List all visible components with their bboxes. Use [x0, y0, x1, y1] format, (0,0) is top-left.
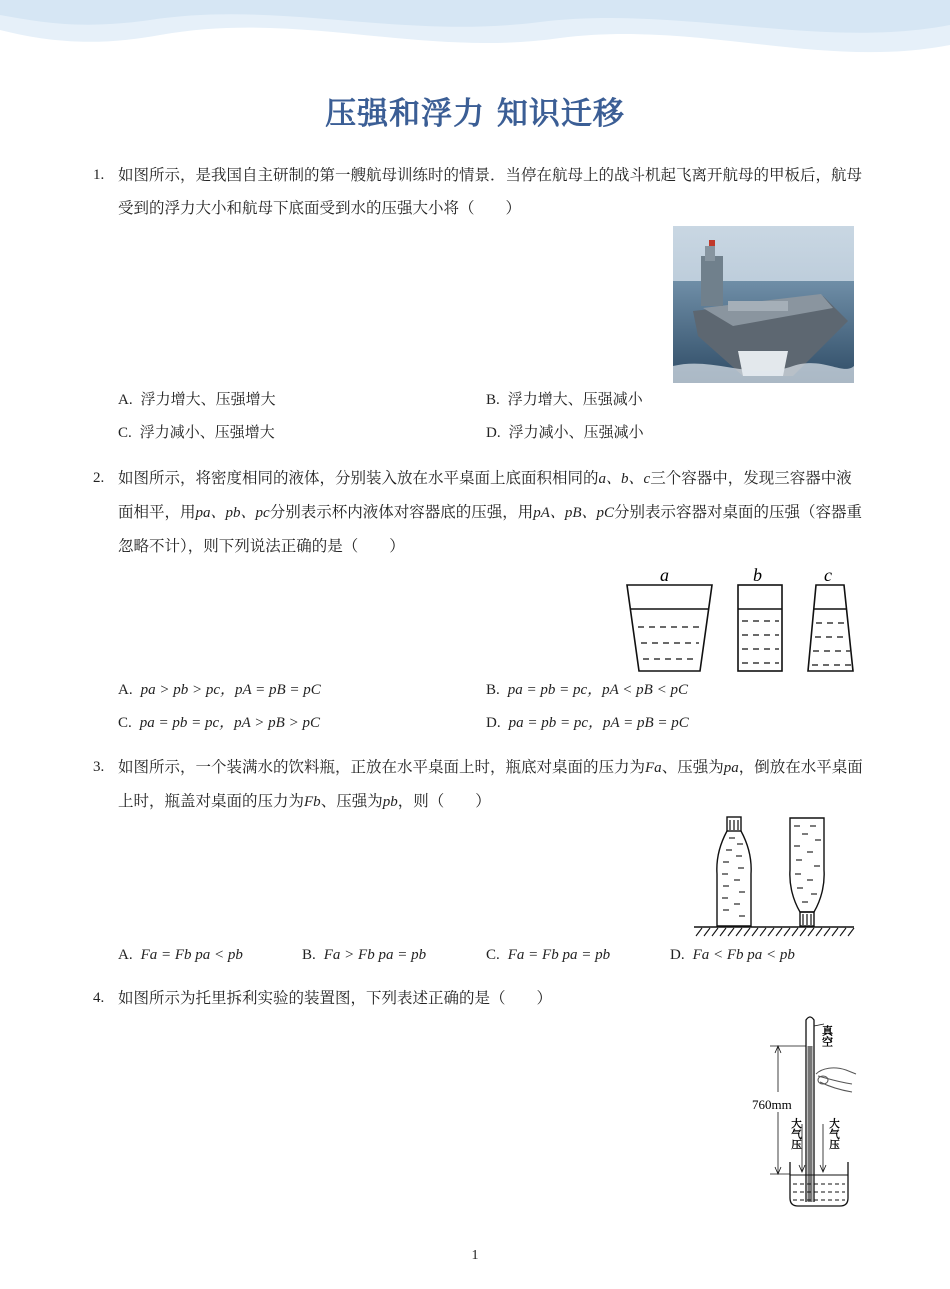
option-text: pa > pb > pc，pA = pB = pC	[140, 682, 321, 698]
question-number: 4.	[93, 990, 105, 1006]
option-letter: B.	[486, 392, 500, 408]
option-a[interactable]	[118, 678, 321, 701]
question-number: 3.	[93, 759, 105, 775]
question-text: 如图所示，是我国自主研制的第一艘航母训练时的情景．当停在航母上的战斗机起飞离开航母的甲板后，航母受到的浮力大小和航母下底面受到水的压强大小将（ ）	[118, 166, 863, 217]
option-a[interactable]	[118, 388, 276, 411]
option-a[interactable]	[118, 943, 243, 966]
question-number: 1.	[93, 167, 105, 183]
option-letter: C.	[486, 947, 500, 963]
option-letter: C.	[118, 425, 132, 441]
question-number: 2.	[93, 470, 105, 486]
option-letter: A.	[118, 392, 133, 408]
math-pA-pB-pC: pA、pB、pC	[533, 505, 615, 521]
question-1	[93, 159, 863, 225]
header-wave-banner	[0, 0, 950, 70]
option-b[interactable]	[486, 678, 688, 701]
option-d[interactable]	[486, 421, 644, 444]
question-3	[93, 751, 863, 819]
aircraft-carrier-photo	[673, 226, 854, 383]
question-text: 如图所示，将密度相同的液体，分别装入放在水平桌面上底面积相同的a、b、c三个容器中，发现三容器中液面相平，用pa、pb、pc分别表示杯内液体对容器底的压强，用pA、pB、pC分别表示容器对桌面的压强（容器重忽略不计），则下列说法正确的是（ ）	[118, 469, 863, 555]
math-pa: pa	[723, 760, 739, 776]
option-text: pa = pb = pc，pA < pB < pC	[507, 682, 688, 698]
option-text: pa = pb = pc，pA > pB > pC	[139, 715, 320, 731]
question-text: 如图所示为托里拆利实验的装置图，下列表述正确的是（ ）	[118, 989, 553, 1007]
question-4	[93, 982, 863, 1015]
label-760mm: 760mm	[752, 1097, 792, 1112]
torricelli-apparatus-figure	[748, 1012, 858, 1210]
question-2	[93, 462, 863, 563]
option-text: 浮力减小、压强增大	[139, 423, 275, 441]
option-text: 浮力增大、压强减小	[507, 390, 643, 408]
option-letter: B.	[302, 947, 316, 963]
option-text: Fa = Fb pa = pb	[507, 947, 611, 963]
option-text: 浮力增大、压强增大	[140, 390, 276, 408]
math-Fb: Fb	[304, 794, 321, 810]
option-text: Fa = Fb pa < pb	[140, 947, 243, 963]
option-letter: B.	[486, 682, 500, 698]
math-pa-pb-pc: pa、pb、pc	[195, 505, 270, 521]
label-atm-right: 大气压	[828, 1118, 840, 1150]
option-letter: D.	[486, 425, 501, 441]
option-letter: A.	[118, 682, 133, 698]
option-letter: D.	[670, 947, 685, 963]
option-d[interactable]	[486, 711, 689, 734]
bottles-figure	[692, 814, 856, 938]
option-c[interactable]	[118, 421, 275, 444]
option-text: pa = pb = pc，pA = pB = pC	[508, 715, 689, 731]
math-abc: a、b、c	[598, 471, 651, 487]
option-text: 浮力减小、压强减小	[508, 423, 644, 441]
option-letter: C.	[118, 715, 132, 731]
label-vacuum: 真空	[820, 1025, 834, 1047]
option-text: Fa < Fb pa < pb	[692, 947, 795, 963]
math-pb: pb	[382, 794, 398, 810]
label-atm-left: 大气压	[790, 1118, 802, 1150]
option-c[interactable]	[486, 943, 610, 966]
container-label-a: a	[660, 565, 669, 585]
container-label-b: b	[753, 565, 762, 585]
math-Fa: Fa	[645, 760, 662, 776]
question-text: 如图所示，一个装满水的饮料瓶，正放在水平桌面上时，瓶底对桌面的压力为Fa、压强为pa，倒放在水平桌面上时，瓶盖对桌面的压力为Fb、压强为pb，则（ ）	[118, 758, 863, 810]
option-b[interactable]	[302, 943, 426, 966]
three-containers-figure	[622, 565, 856, 675]
option-b[interactable]	[486, 388, 643, 411]
option-c[interactable]	[118, 711, 320, 734]
page-number: 1	[471, 1248, 479, 1263]
container-label-c: c	[824, 565, 832, 585]
page-title: 压强和浮力 知识迁移	[325, 96, 625, 132]
option-d[interactable]	[670, 943, 795, 966]
option-letter: D.	[486, 715, 501, 731]
option-letter: A.	[118, 947, 133, 963]
option-text: Fa > Fb pa = pb	[323, 947, 427, 963]
